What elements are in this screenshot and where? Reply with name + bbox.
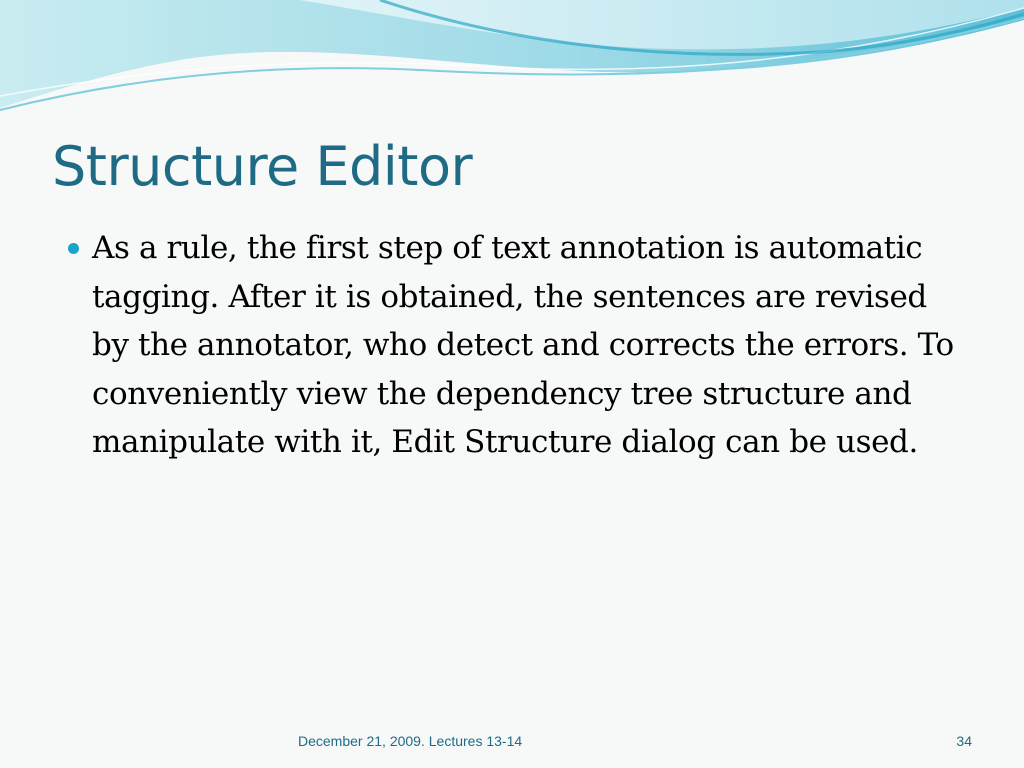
- header-wave-decoration: [0, 0, 1024, 120]
- bullet-dot-icon: [68, 243, 79, 254]
- bullet-list: [92, 224, 972, 467]
- bullet-text: As a rule, the first step of text annotation is automatic tagging. After it is obtained, the sentences are revised by the annotator, who detect and corrects the errors. To conveniently view the dependency tree structure and manipulate with it, Edit Structure dialog can be used.: [92, 230, 954, 460]
- footer-date-lecture: December 21, 2009. Lectures 13-14: [298, 733, 523, 749]
- page-number: 34: [956, 733, 972, 749]
- bullet-item: [92, 224, 972, 467]
- slide-title: Structure Editor: [52, 135, 473, 198]
